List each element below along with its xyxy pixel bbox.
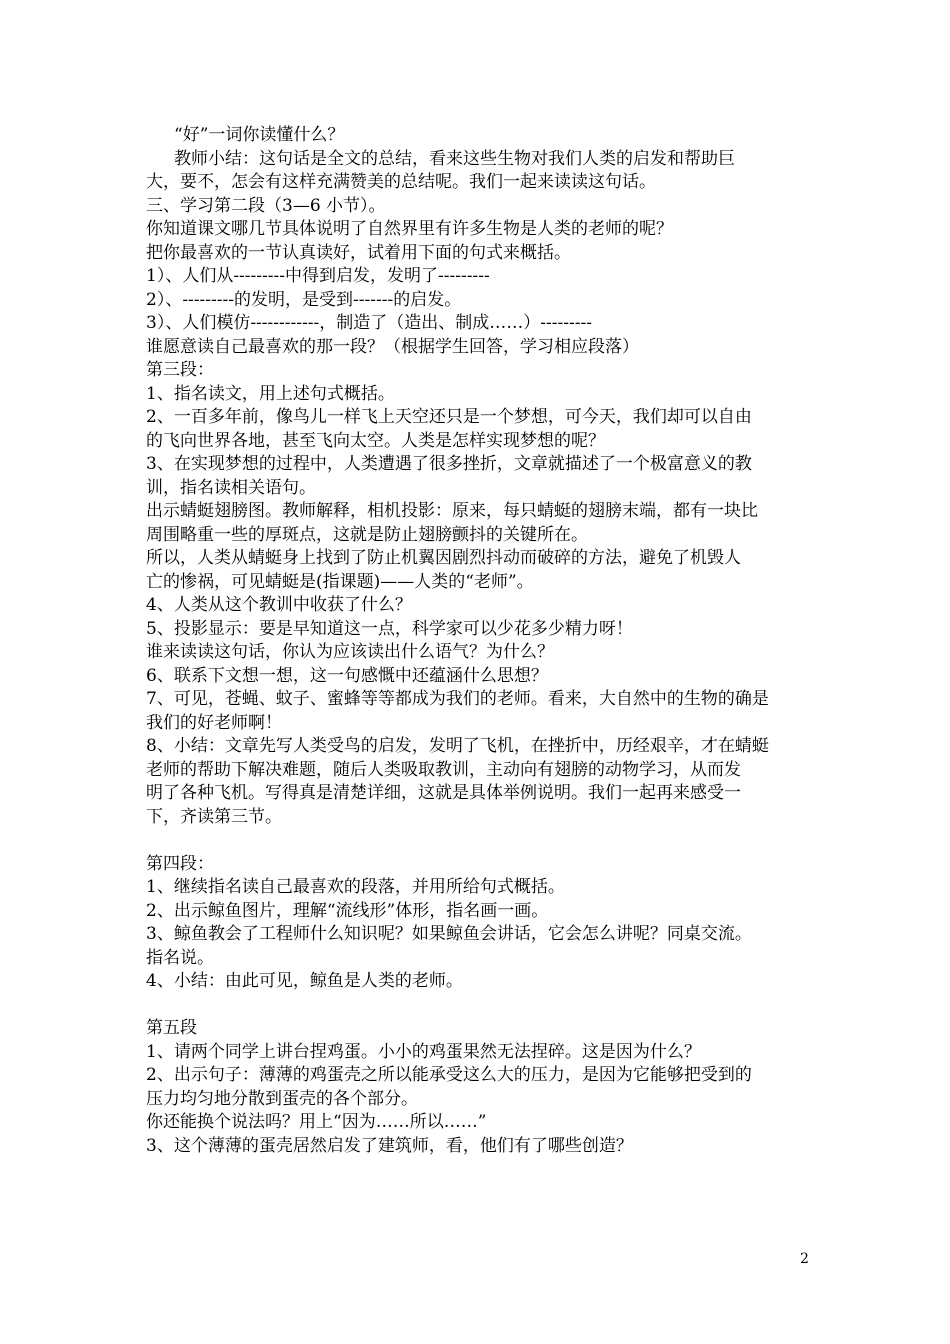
text-line-42: 压力均匀地分散到蛋壳的各个部分。 xyxy=(146,1088,418,1109)
text-line-13: 2、一百多年前，像鸟儿一样飞上天空还只是一个梦想，可今天，我们却可以自由 xyxy=(146,407,752,427)
text-line-6: 把你最喜欢的一节认真读好，试着用下面的句式来概括。 xyxy=(146,242,571,263)
text-line-19: 所以，人类从蜻蜓身上找到了防止机翼因剧烈抖动而破碎的方法，避免了机毁人 xyxy=(146,548,741,568)
text-line-12: 1、指名读文，用上述句式概括。 xyxy=(146,383,395,404)
document-body xyxy=(146,124,818,1158)
text-line-1: “好”一词你读懂什么？ xyxy=(174,125,345,145)
text-line-44: 3、这个薄薄的蛋壳居然启发了建筑师，看，他们有了哪些创造？ xyxy=(146,1135,633,1156)
text-line-30: 下，齐读第三节。 xyxy=(146,806,282,827)
blank-line xyxy=(146,829,818,853)
text-line-16: 训，指名读相关语句。 xyxy=(146,477,316,498)
text-line-18: 周围略重一些的厚斑点，这就是防止翅膀颤抖的关键所在。 xyxy=(146,524,588,545)
section-heading-part-two: 三、学习第二段（3—6 小节）。 xyxy=(146,195,386,216)
text-line-29: 明了各种飞机。写得真是清楚详细，这就是具体举例说明。我们一起再来感受一 xyxy=(146,783,741,803)
text-line-21: 4、人类从这个教训中收获了什么？ xyxy=(146,595,412,615)
text-line-25: 7、可见，苍蝇、蚊子、蜜蜂等等都成为我们的老师。看来，大自然中的生物的确是 xyxy=(146,689,769,709)
text-line-37: 4、小结：由此可见，鲸鱼是人类的老师。 xyxy=(146,971,463,991)
text-line-27: 8、小结：文章先写人类受鸟的启发，发明了飞机，在挫折中，历经艰辛，才在蜻蜓 xyxy=(146,736,769,756)
sentence-pattern-2: 2）、---------的发明，是受到-------的启发。 xyxy=(146,289,462,310)
text-line-33: 1、继续指名读自己最喜欢的段落，并用所给句式概括。 xyxy=(146,877,565,897)
text-line-41: 2、出示句子：薄薄的鸡蛋壳之所以能承受这么大的压力，是因为它能够把受到的 xyxy=(146,1065,752,1085)
text-line-2: 教师小结：这句话是全文的总结，看来这些生物对我们人类的启发和帮助巨 xyxy=(174,148,735,169)
text-line-23: 谁来读读这句话，你认为应该读出什么语气？为什么？ xyxy=(146,642,554,662)
text-line-3: 大，要不，怎会有这样充满赞美的总结呢。我们一起来读读这句话。 xyxy=(146,172,656,192)
text-line-17: 出示蜻蜓翅膀图。教师解释，相机投影：原来，每只蜻蜓的翅膀末端，都有一块比 xyxy=(146,501,758,521)
text-line-43: 你还能换个说法吗？用上“因为……所以……” xyxy=(146,1112,487,1132)
text-line-36: 指名说。 xyxy=(146,947,214,968)
text-line-35: 3、鲸鱼教会了工程师什么知识呢？如果鲸鱼会讲话，它会怎么讲呢？同桌交流。 xyxy=(146,924,752,944)
text-line-28: 老师的帮助下解决难题，随后人类吸取教训，主动向有翅膀的动物学习，从而发 xyxy=(146,759,741,780)
sentence-pattern-3: 3）、人们模仿------------，制造了（造出、制成……）--------- xyxy=(146,313,592,333)
text-line-40: 1、请两个同学上讲台捏鸡蛋。小小的鸡蛋果然无法捏碎。这是因为什么？ xyxy=(146,1041,701,1062)
text-line-15: 3、在实现梦想的过程中，人类遭遇了很多挫折，文章就描述了一个极富意义的教 xyxy=(146,454,752,474)
text-line-5: 你知道课文哪几节具体说明了自然界里有许多生物是人类的老师的呢？ xyxy=(146,219,673,239)
page-number: 2 xyxy=(800,1251,809,1267)
text-line-26: 我们的好老师啊！ xyxy=(146,712,282,733)
section-heading-fourth-paragraph: 第四段： xyxy=(146,853,214,874)
text-line-34: 2、出示鲸鱼图片，理解“流线形”体形，指名画一画。 xyxy=(146,900,549,921)
section-heading-third-paragraph: 第三段： xyxy=(146,360,214,380)
text-line-22: 5、投影显示：要是早知道这一点，科学家可以少花多少精力呀！ xyxy=(146,618,633,639)
section-heading-fifth-paragraph: 第五段 xyxy=(146,1018,197,1038)
text-line-24: 6、联系下文想一想，这一句感慨中还蕴涵什么思想？ xyxy=(146,665,548,686)
text-line-14: 的飞向世界各地，甚至飞向太空。人类是怎样实现梦想的呢？ xyxy=(146,430,605,451)
sentence-pattern-1: 1）、人们从---------中得到启发，发明了--------- xyxy=(146,266,490,286)
blank-line xyxy=(146,994,818,1018)
text-line-10: 谁愿意读自己最喜欢的那一段？（根据学生回答，学习相应段落） xyxy=(146,336,639,357)
text-line-20: 亡的惨祸，可见蜻蜓是(指课题)——人类的“老师”。 xyxy=(146,571,534,592)
